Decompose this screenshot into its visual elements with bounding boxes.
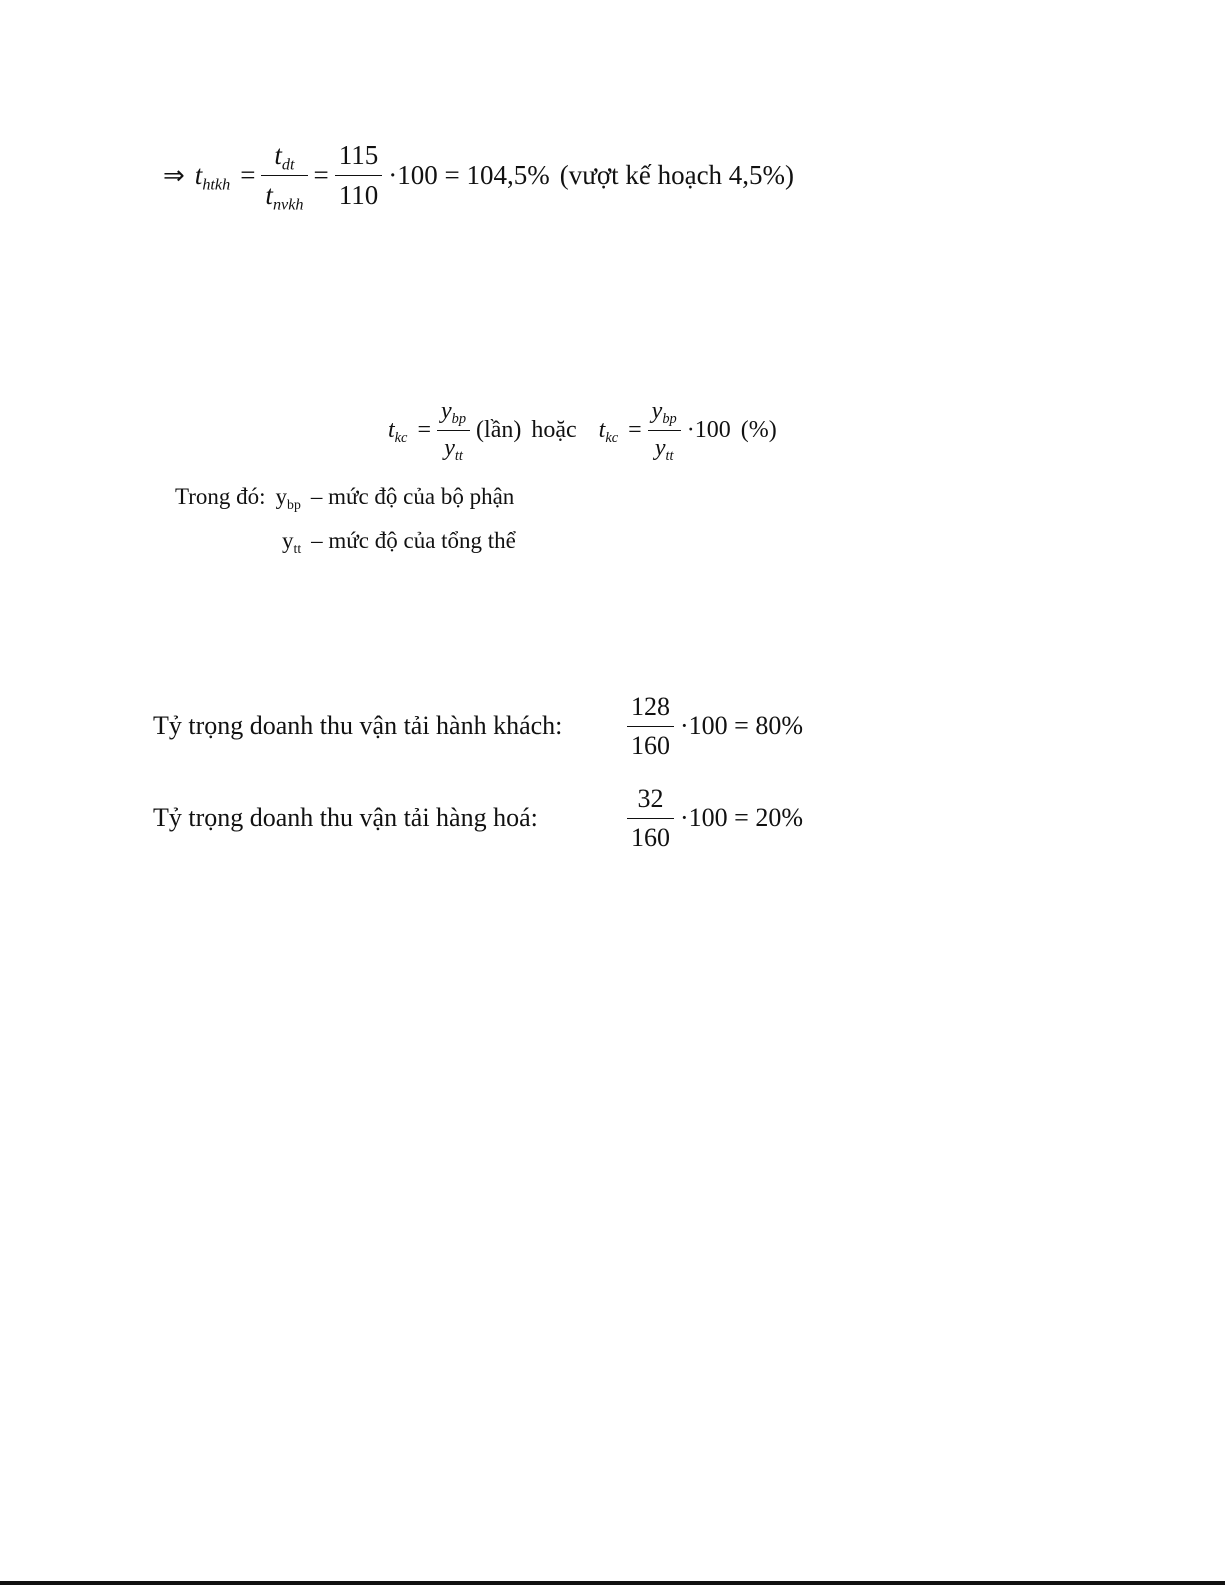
example-result: ·100 = 20% — [680, 803, 803, 833]
legend-prefix: Trong đó: — [175, 484, 266, 509]
equals-sign: = — [240, 160, 256, 191]
example-fraction — [627, 784, 674, 853]
example-fraction — [627, 692, 674, 761]
legend-text: – mức độ của tổng thể — [311, 528, 516, 553]
example-label: Tỷ trọng doanh thu vận tải hành khách: — [153, 711, 563, 741]
lhs-variable: $t_{htkh}$ — [194, 160, 231, 194]
fraction-denominator: 110 — [338, 180, 379, 211]
lhs-variable: $t_{kc}$ — [598, 416, 619, 446]
legend-line-1 — [175, 484, 514, 510]
example-row — [153, 692, 803, 761]
fraction-bar — [335, 175, 383, 176]
example-result: ·100 = 80% — [680, 711, 803, 741]
fraction-bar — [648, 430, 681, 431]
or-word: hoặc — [531, 416, 577, 443]
fraction-denominator: $y_{tt}$ — [654, 434, 674, 464]
fraction-denominator: $y_{tt}$ — [444, 434, 463, 464]
structure-ratio-formula — [388, 398, 777, 462]
equals-sign: = — [628, 416, 642, 443]
fraction-bar — [627, 726, 674, 727]
fraction-denominator: $t_{nvkh}$ — [265, 180, 304, 214]
fraction-denominator: 160 — [631, 822, 670, 852]
fraction-denominator: 160 — [631, 730, 670, 760]
fraction-bar — [627, 818, 674, 819]
formula-result: ·100 = 104,5% — [388, 160, 550, 191]
page-bottom-rule — [0, 1581, 1225, 1585]
implies-arrow: ⇒ — [163, 160, 185, 191]
fraction-numerator: $y_{bp}$ — [441, 398, 467, 428]
symbolic-fraction — [261, 140, 307, 214]
unit-times: (lần) — [476, 416, 522, 443]
equals-sign: = — [313, 160, 329, 191]
legend-variable: $y_{bp}$ — [275, 484, 301, 512]
formula-note: (vượt kế hoạch 4,5%) — [559, 160, 795, 191]
ratio-fraction — [648, 398, 681, 462]
formula-times-100: ·100 — [686, 416, 731, 443]
fraction-numerator: $y_{bp}$ — [651, 398, 677, 428]
fraction-numerator: $t_{dt}$ — [274, 140, 295, 174]
fraction-bar — [261, 175, 307, 176]
lhs-variable: $t_{kc}$ — [388, 416, 408, 446]
numeric-fraction — [335, 140, 383, 211]
plan-fulfillment-formula — [163, 140, 795, 214]
fraction-bar — [437, 430, 470, 431]
equals-sign: = — [417, 416, 431, 443]
legend-line-2 — [282, 528, 516, 554]
unit-percent: (%) — [740, 416, 777, 443]
ratio-fraction — [437, 398, 470, 462]
legend-variable: $y_{tt}$ — [282, 528, 302, 556]
fraction-numerator: 128 — [631, 692, 670, 721]
fraction-numerator: 32 — [637, 784, 664, 813]
example-row — [153, 784, 803, 853]
legend-text: – mức độ của bộ phận — [310, 484, 515, 509]
example-label: Tỷ trọng doanh thu vận tải hàng hoá: — [153, 803, 538, 833]
fraction-numerator: 115 — [338, 140, 379, 170]
